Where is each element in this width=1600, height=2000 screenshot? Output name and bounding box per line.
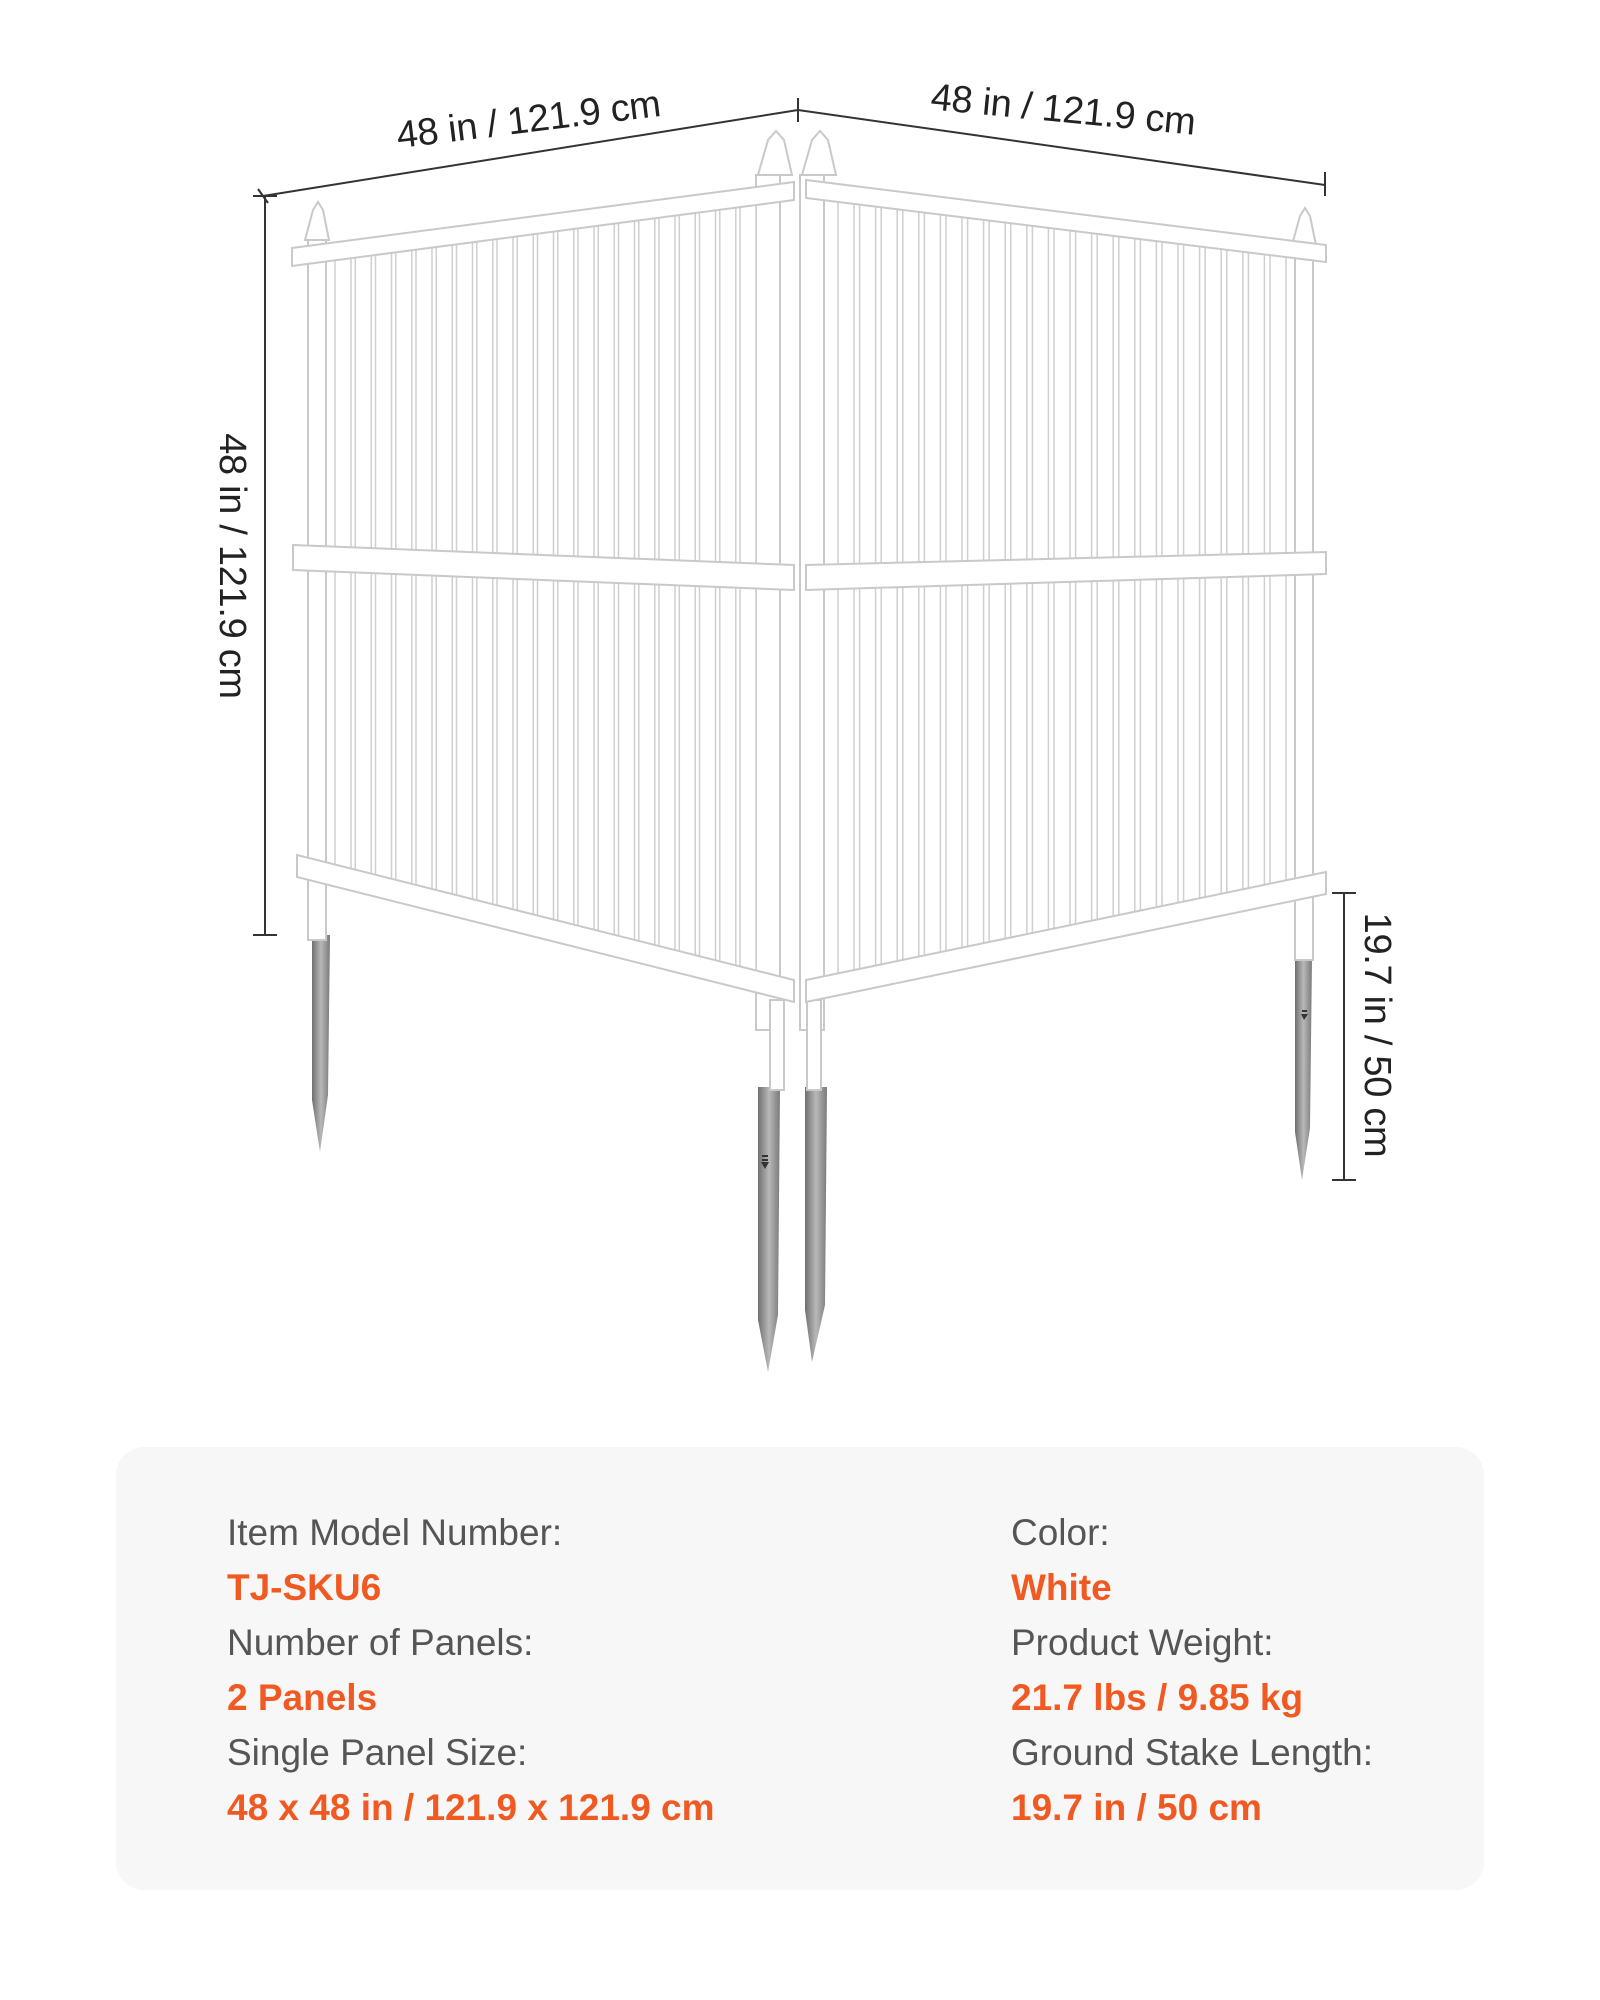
spec-column-left	[227, 1505, 715, 1835]
stake-left	[312, 935, 330, 1152]
spec-label: Product Weight:	[1011, 1622, 1274, 1663]
stake-markings	[761, 1010, 1308, 1169]
spec-label: Color:	[1011, 1512, 1110, 1553]
spec-single-panel-size	[227, 1725, 715, 1835]
spec-value: 21.7 lbs / 9.85 kg	[1011, 1677, 1304, 1718]
spec-value: White	[1011, 1567, 1112, 1608]
stake-center-b	[805, 1087, 827, 1362]
stake-right	[1295, 957, 1312, 1180]
spec-value: 2 Panels	[227, 1677, 378, 1718]
spec-value: 19.7 in / 50 cm	[1011, 1787, 1262, 1828]
spec-color	[1011, 1505, 1373, 1615]
width-right-label: 48 in / 121.9 cm	[928, 76, 1198, 144]
spec-value: TJ-SKU6	[227, 1567, 382, 1608]
spec-number-of-panels	[227, 1615, 715, 1725]
spec-value: 48 x 48 in / 121.9 x 121.9 cm	[227, 1787, 715, 1828]
right-panel-pickets	[838, 194, 1286, 983]
spec-ground-stake-length	[1011, 1725, 1373, 1835]
stake-length-label: 19.7 in / 50 cm	[1356, 912, 1398, 1158]
spec-model-number	[227, 1505, 715, 1615]
width-left-label: 48 in / 121.9 cm	[394, 83, 663, 158]
spec-label: Number of Panels:	[227, 1622, 534, 1663]
spec-card	[116, 1447, 1484, 1890]
spec-label: Single Panel Size:	[227, 1732, 528, 1773]
spec-label: Ground Stake Length:	[1011, 1732, 1374, 1773]
spec-column-right	[1011, 1505, 1373, 1835]
stake-center-a	[758, 1087, 780, 1372]
spec-label: Item Model Number:	[227, 1512, 563, 1553]
height-label: 48 in / 121.9 cm	[211, 433, 253, 699]
spec-product-weight	[1011, 1615, 1373, 1725]
